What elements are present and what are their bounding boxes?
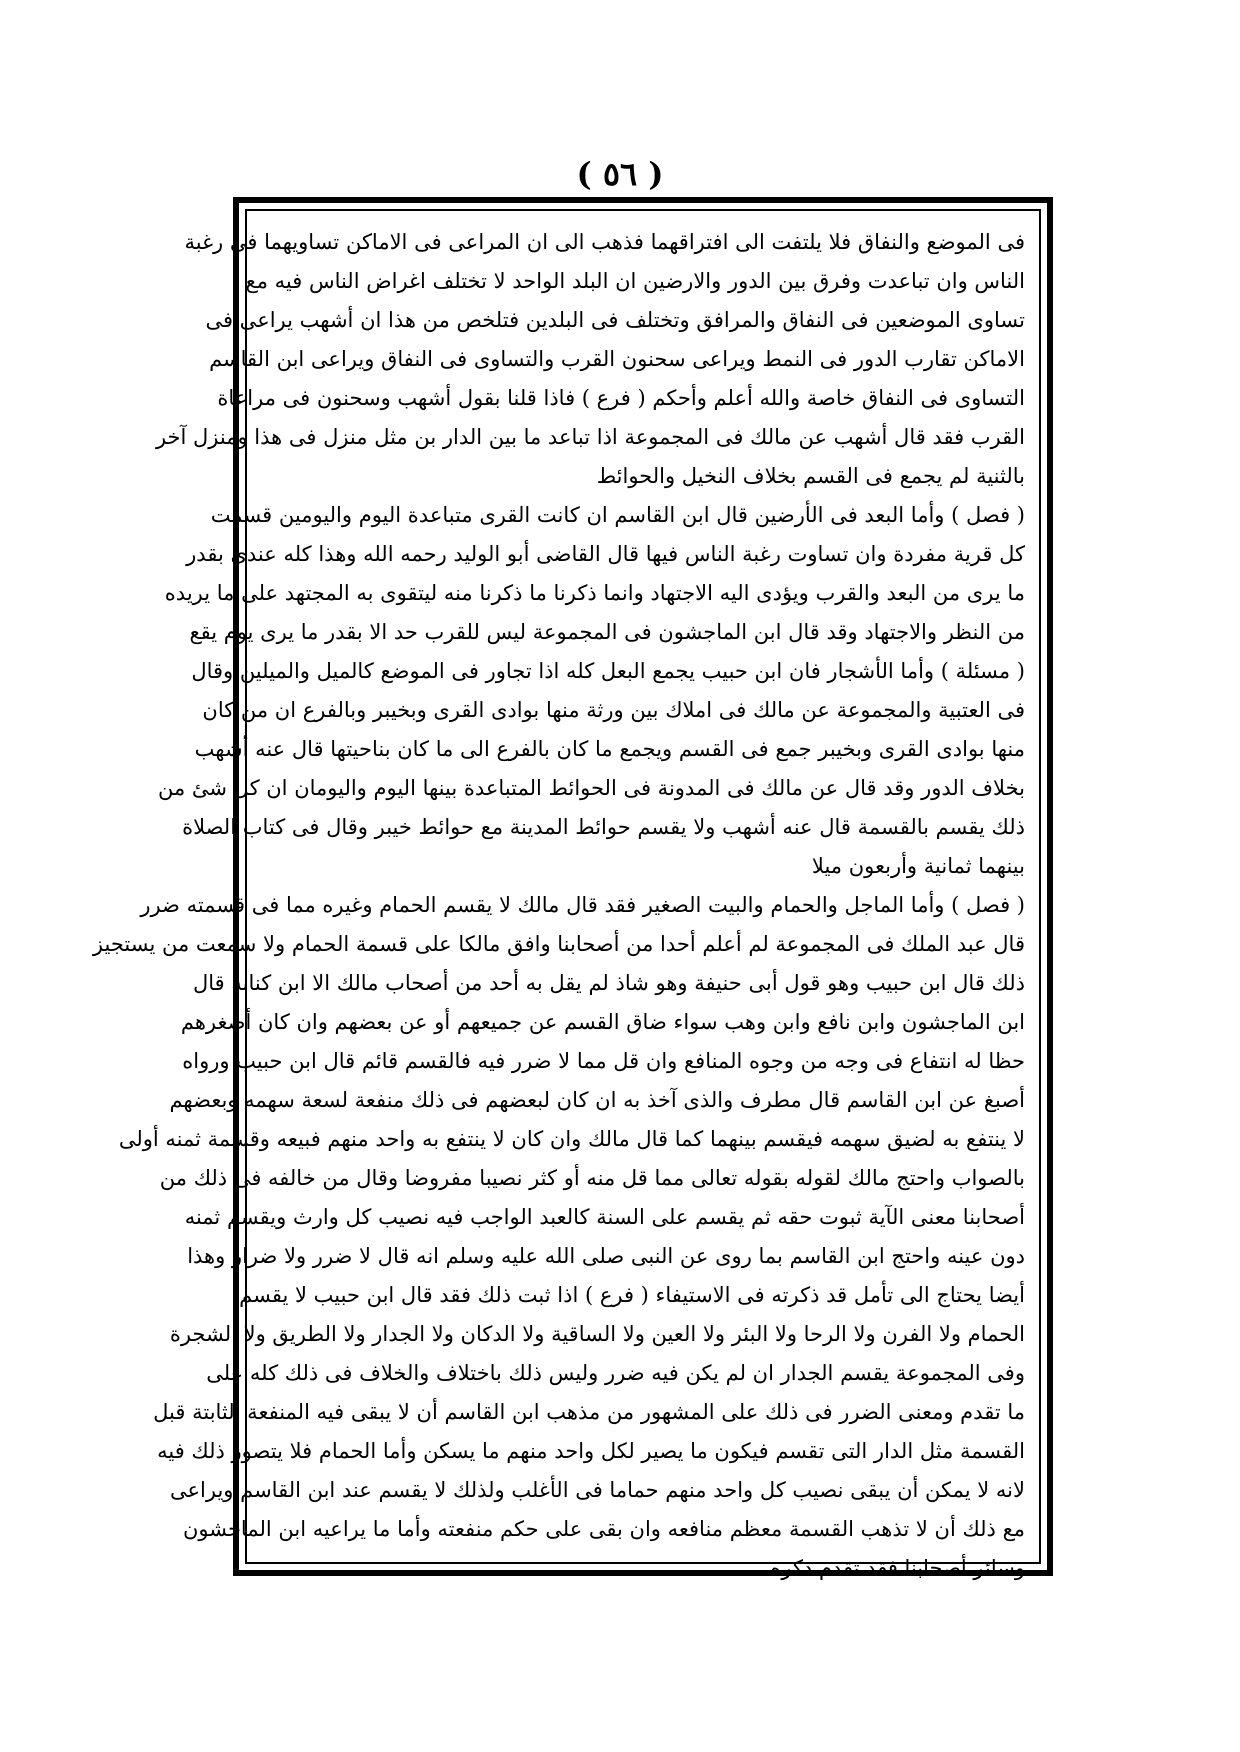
text-line: كل قرية مفردة وان تساوت رغبة الناس فيها قال القاضى أبو الوليد رحمه الله وهذا كله عندى بقدر bbox=[186, 542, 1025, 566]
text-line: ابن الماجشون وابن نافع وابن وهب سواء ضاق القسم عن جميعهم أو عن بعضهم وان كان أصغرهم bbox=[180, 1010, 1025, 1034]
text-line: فى الموضع والنفاق فلا يلتفت الى افتراقهما فذهب الى ان المراعى فى الاماكن تساويهما فى رغبة bbox=[184, 230, 1025, 254]
text-line: القسمة مثل الدار التى تقسم فيكون ما يصير لكل واحد منهم ما يسكن وأما الحمام فلا يتصور ذلك فيه bbox=[157, 1439, 1025, 1463]
text-line: الاماكن تقارب الدور فى النمط ويراعى سحنون القرب والتساوى فى النفاق ويراعى ابن القاسم bbox=[209, 347, 1025, 371]
text-line: تساوى الموضعين فى النفاق والمرافق وتختلف فى البلدين فتلخص من هذا ان أشهب يراعى فى bbox=[205, 308, 1025, 332]
text-line: بالثنية لم يجمع فى القسم بخلاف النخيل والحوائط bbox=[596, 464, 1025, 488]
text-line: لا ينتفع به لضيق سهمه فيقسم بينهما كما قال مالك وان كان لا ينتفع به واحد منهم فبيعه وقسمة ثمنه أولى bbox=[118, 1127, 1025, 1151]
page-frame bbox=[92, 197, 1053, 1580]
text-line: بالصواب واحتج مالك لقوله بقوله تعالى مما قل منه أو كثر نصيبا مفروضا وقال من خالفه فى ذلك من bbox=[159, 1166, 1025, 1190]
text-line: مع ذلك أن لا تذهب القسمة معظم منافعه وان بقى على حكم منفعته وأما ما يراعيه ابن الماجشون bbox=[182, 1517, 1025, 1541]
text-line: منها بوادى القرى وبخيبر جمع فى القسم ويجمع ما كان بالفرع الى ما كان بناحيتها قال عنه أشهب bbox=[194, 737, 1025, 761]
body-text bbox=[92, 223, 1025, 1588]
text-line: من النظر والاجتهاد وقد قال ابن الماجشون فى المجموعة ليس للقرب حد الا بقدر ما يرى يوم يقع bbox=[189, 620, 1025, 644]
text-line: دون عينه واحتج ابن القاسم بما روى عن النبى صلى الله عليه وسلم انه قال لا ضرر ولا ضرار وهذا bbox=[187, 1244, 1025, 1268]
text-line: أصبغ عن ابن القاسم قال مطرف والذى آخذ به ان كان لبعضهم فى ذلك منفعة لسعة سهمه وبعضهم bbox=[169, 1088, 1025, 1112]
text-line: ( فصل ) وأما البعد فى الأرضين قال ابن القاسم ان كانت القرى متباعدة اليوم واليومين قسمت bbox=[210, 503, 1025, 527]
text-line: حظا له انتفاع فى وجه من وجوه المنافع وان قل مما لا ضرر فيه فالقسم قائم قال ابن حبيب ورواه bbox=[182, 1049, 1025, 1073]
text-line: الحمام ولا الفرن ولا الرحا ولا البئر ولا العين ولا الساقية ولا الدكان ولا الجدار ولا الطريق ولا الشجرة bbox=[169, 1322, 1025, 1346]
text-line: ذلك يقسم بالقسمة قال عنه أشهب ولا يقسم حوائط المدينة مع حوائط خيبر وقال فى كتاب الصلاة bbox=[182, 815, 1025, 839]
text-line: القرب فقد قال أشهب عن مالك فى المجموعة اذا تباعد ما بين الدار بن مثل منزل فى هذا ومنزل آخر bbox=[155, 425, 1025, 449]
text-line: ( مسئلة ) وأما الأشجار فان ابن حبيب يجمع البعل كله اذا تجاور فى الموضع كالميل والميلين وقال bbox=[191, 659, 1025, 683]
text-line: ما تقدم ومعنى الضرر فى ذلك على المشهور من مذهب ابن القاسم أن لا يبقى فيه المنفعة الثابتة قبل bbox=[153, 1400, 1025, 1424]
text-line: ذلك قال ابن حبيب وهو قول أبى حنيفة وهو شاذ لم يقل به أحد من أصحاب مالك الا ابن كنانة قال bbox=[193, 971, 1025, 995]
text-line: الناس وان تباعدت وفرق بين الدور والارضين ان البلد الواحد لا تختلف اغراض الناس فيه مع bbox=[245, 269, 1025, 293]
page-frame-inner bbox=[92, 209, 1041, 1580]
text-line: قال عبد الملك فى المجموعة لم أعلم أحدا من أصحابنا وافق مالكا على قسمة الحمام ولا سمعت من يستجيز bbox=[92, 932, 1025, 956]
text-line: أصحابنا معنى الآية ثبوت حقه ثم يقسم على السنة كالعبد الواجب فيه نصيب كل وارث ويقسم ثمنه bbox=[184, 1205, 1025, 1229]
text-line: بخلاف الدور وقد قال عن مالك فى المدونة فى الحوائط المتباعدة بينها اليوم واليومان ان كل شئ من bbox=[158, 776, 1025, 800]
text-line: فى العتبية والمجموعة عن مالك فى املاك بين ورثة منها بوادى القرى وبخيبر وبالفرع ان من كان bbox=[202, 698, 1025, 722]
text-line: أيضا يحتاج الى تأمل قد ذكرته فى الاستيفاء ( فرع ) اذا ثبت ذلك فقد قال ابن حبيب لا يقسم bbox=[239, 1283, 1025, 1307]
text-line: بينهما ثمانية وأربعون ميلا bbox=[811, 854, 1025, 878]
text-line: لانه لا يمكن أن يبقى نصيب كل واحد منهم حماما فى الأغلب ولذلك لا يقسم عند ابن القاسم ويراعى bbox=[169, 1478, 1025, 1502]
text-line: التساوى فى النفاق خاصة والله أعلم وأحكم ( فرع ) فاذا قلنا بقول أشهب وسحنون فى مراعاة bbox=[217, 386, 1025, 410]
page-number: ( ٥٦ ) bbox=[576, 155, 664, 193]
text-line: ما يرى من البعد والقرب ويؤدى اليه الاجتهاد وانما ذكرنا ما ذكرنا منه ليتقوى به المجتهد على ما يريده bbox=[164, 581, 1025, 605]
text-line: وفى المجموعة يقسم الجدار ان لم يكن فيه ضرر وليس ذلك باختلاف والخلاف فى ذلك كله على bbox=[206, 1361, 1025, 1385]
text-line: وسائر أصحابنا فقد تقدم ذكره bbox=[770, 1556, 1025, 1580]
text-line: ( فصل ) وأما الماجل والحمام والبيت الصغير فقد قال مالك لا يقسم الحمام وغيره مما فى قسمته ضرر bbox=[140, 893, 1025, 917]
